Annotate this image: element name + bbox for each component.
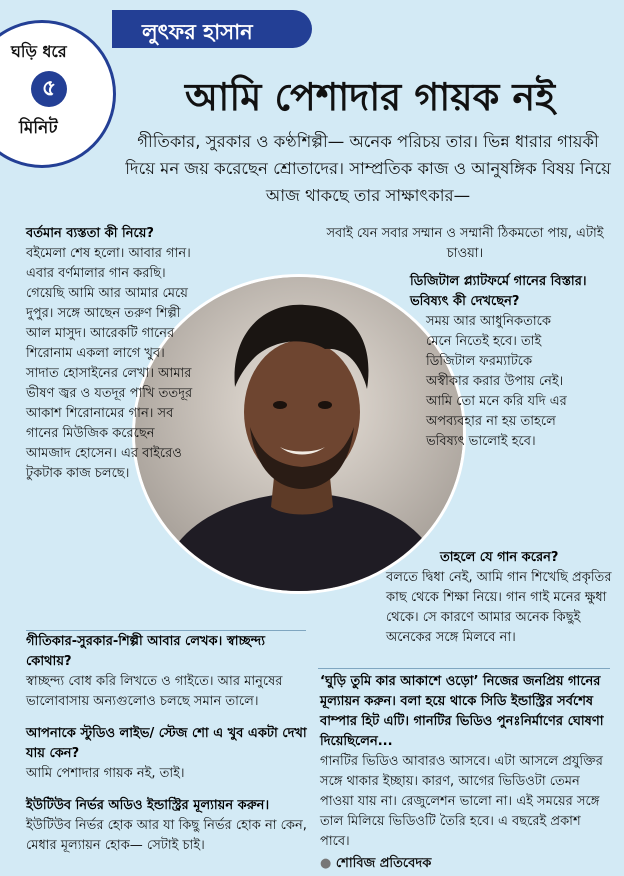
question-comfort: গীতিকার-সুরকার-শিল্পী আবার লেখক। স্বাচ্ছন্দ্য কোথায়?: [26, 634, 266, 669]
question-ghuri-song: ‘ঘুড়ি তুমি কার আকাশে ওড়ো’ নিজের জনপ্রিয় গানের মূল্যায়ন করুন। বলা হয়ে থাকে সিডি ইন্ডাস্ট্রির সর্বশেষ বাম্পার হিট এটি। গানটির ভিডিও পুনঃনির্মাণের ঘোষণা দিয়েছিলেন...: [320, 674, 604, 749]
left-column: [26, 224, 296, 484]
headline: আমি পেশাদার গায়ক নই: [185, 74, 555, 119]
credit-bullet: ●: [320, 856, 332, 871]
right-divider: [318, 668, 610, 669]
header-band: [0, 0, 624, 40]
time-badge: [0, 20, 116, 168]
right-column-middle: [320, 548, 612, 648]
question-songs: তাহলে যে গান করেন?: [440, 550, 559, 565]
answer-comfort: স্বাচ্ছন্দ্য বোধ করি লিখতে ও গাইতে। আর মানুষের ভালোবাসায় অন্যগুলোও চলছে সমান তালে।: [26, 674, 283, 709]
answer-digital: সময় আর আধুনিকতাকে মেনে নিতেই হবে। তাই ডিজিটাল ফরম্যাটকে অস্বীকার করার উপায় নেই। আমি তো মনে করি যদি এর অপব্যবহার না হয় তাহলে ভবিষ্যৎ ভালোই হবে।: [426, 314, 567, 449]
question-youtube: ইউটিউব নির্ভর অডিও ইন্ডাস্ট্রির মূল্যায়ন করুন।: [26, 798, 270, 813]
question-studio-live: আপনাকে স্টুডিও লাইভ/ স্টেজ শো এ খুব একটা দেখা যায় কেন?: [26, 726, 307, 761]
left-column-lower: [26, 632, 308, 856]
answer-ghuri-song: গানটির ভিডিও আবারও আসবে। এটা আসলে প্রযুক্তির সঙ্গে থাকার ইচ্ছায়। কারণ, আগের ভিডিওটা তেমন পাওয়া যায় না। রেজুলেশন ভালো না। এই সময়ের সঙ্গে তাল মিলিয়ে ভিডিওটি তৈরি হবে। এ বছরেই প্রকাশ পাবে।: [320, 754, 603, 849]
answer-songs: বলতে দ্বিধা নেই, আমি গান শিখেছি প্রকৃতির কাছ থেকে শিক্ষা নিয়ে। গান গাই মনের ক্ষুধা থেকে। সে কারণে আমার অনেক কিছুই অনেকের সঙ্গে মিলবে না।: [386, 570, 612, 645]
right-column: [320, 224, 610, 452]
column-divider: [26, 630, 306, 631]
answer-studio-live: আমি পেশাদার গায়ক নই, তাই।: [26, 766, 185, 781]
badge-top-text: ঘড়ি ধরে: [11, 42, 67, 61]
intro-text: গীতিকার, সুরকার ও কণ্ঠশিল্পী— অনেক পরিচয় তার। ভিন্ন ধারার গায়কী দিয়ে মন জয় করেছেন শ্রোতাদের। সাম্প্রতিক কাজ ও আনুষঙ্গিক বিষয় নিয়ে আজ থাকছে তার সাক্ষাৎকার—: [125, 132, 611, 205]
answer-youtube: ইউটিউব নির্ভর হোক আর যা কিছু নির্ভর হোক না কেন, মেধার মূল্যায়ন হোক— সেটাই চাই।: [26, 818, 307, 853]
credit-line: [320, 854, 612, 874]
byline: লুৎফর হাসান: [112, 10, 312, 48]
badge-bottom-text: মিনিট: [19, 118, 58, 138]
badge-number: ৫: [31, 71, 67, 107]
question-current-work: বর্তমান ব্যস্ততা কী নিয়ে?: [26, 226, 154, 241]
right-column-lower: [320, 672, 612, 874]
reporter-credit: শোবিজ প্রতিবেদক: [335, 856, 432, 871]
answer-current-work: বইমেলা শেষ হলো। আবার গান। এবার বর্ণমালার গান করছি। গেয়েছি আমি আর আমার মেয়ে দুপুর। সঙ্গে আছেন তরুণ শিল্পী আল মাসুদ। আরেকটি গানের শিরোনাম একলা লাগে খুব। সাদাত হোসাইনের লেখা। আমার ভীষণ জ্বর ও যতদূর পাখি ততদূর আকাশ শিরোনামের গান। সব গানের মিউজিক করেছেন আমজাদ হোসেন। এর বাইরেও টুকটাক কাজ চলছে।: [26, 246, 193, 481]
answer-respect: সবাই যেন সবার সম্মান ও সম্মানী ঠিকমতো পায়, এটাই চাওয়া।: [326, 226, 604, 261]
question-digital: ডিজিটাল প্ল্যাটফর্মে গানের বিস্তার। ভবিষ্যৎ কী দেখছেন?: [410, 274, 587, 309]
